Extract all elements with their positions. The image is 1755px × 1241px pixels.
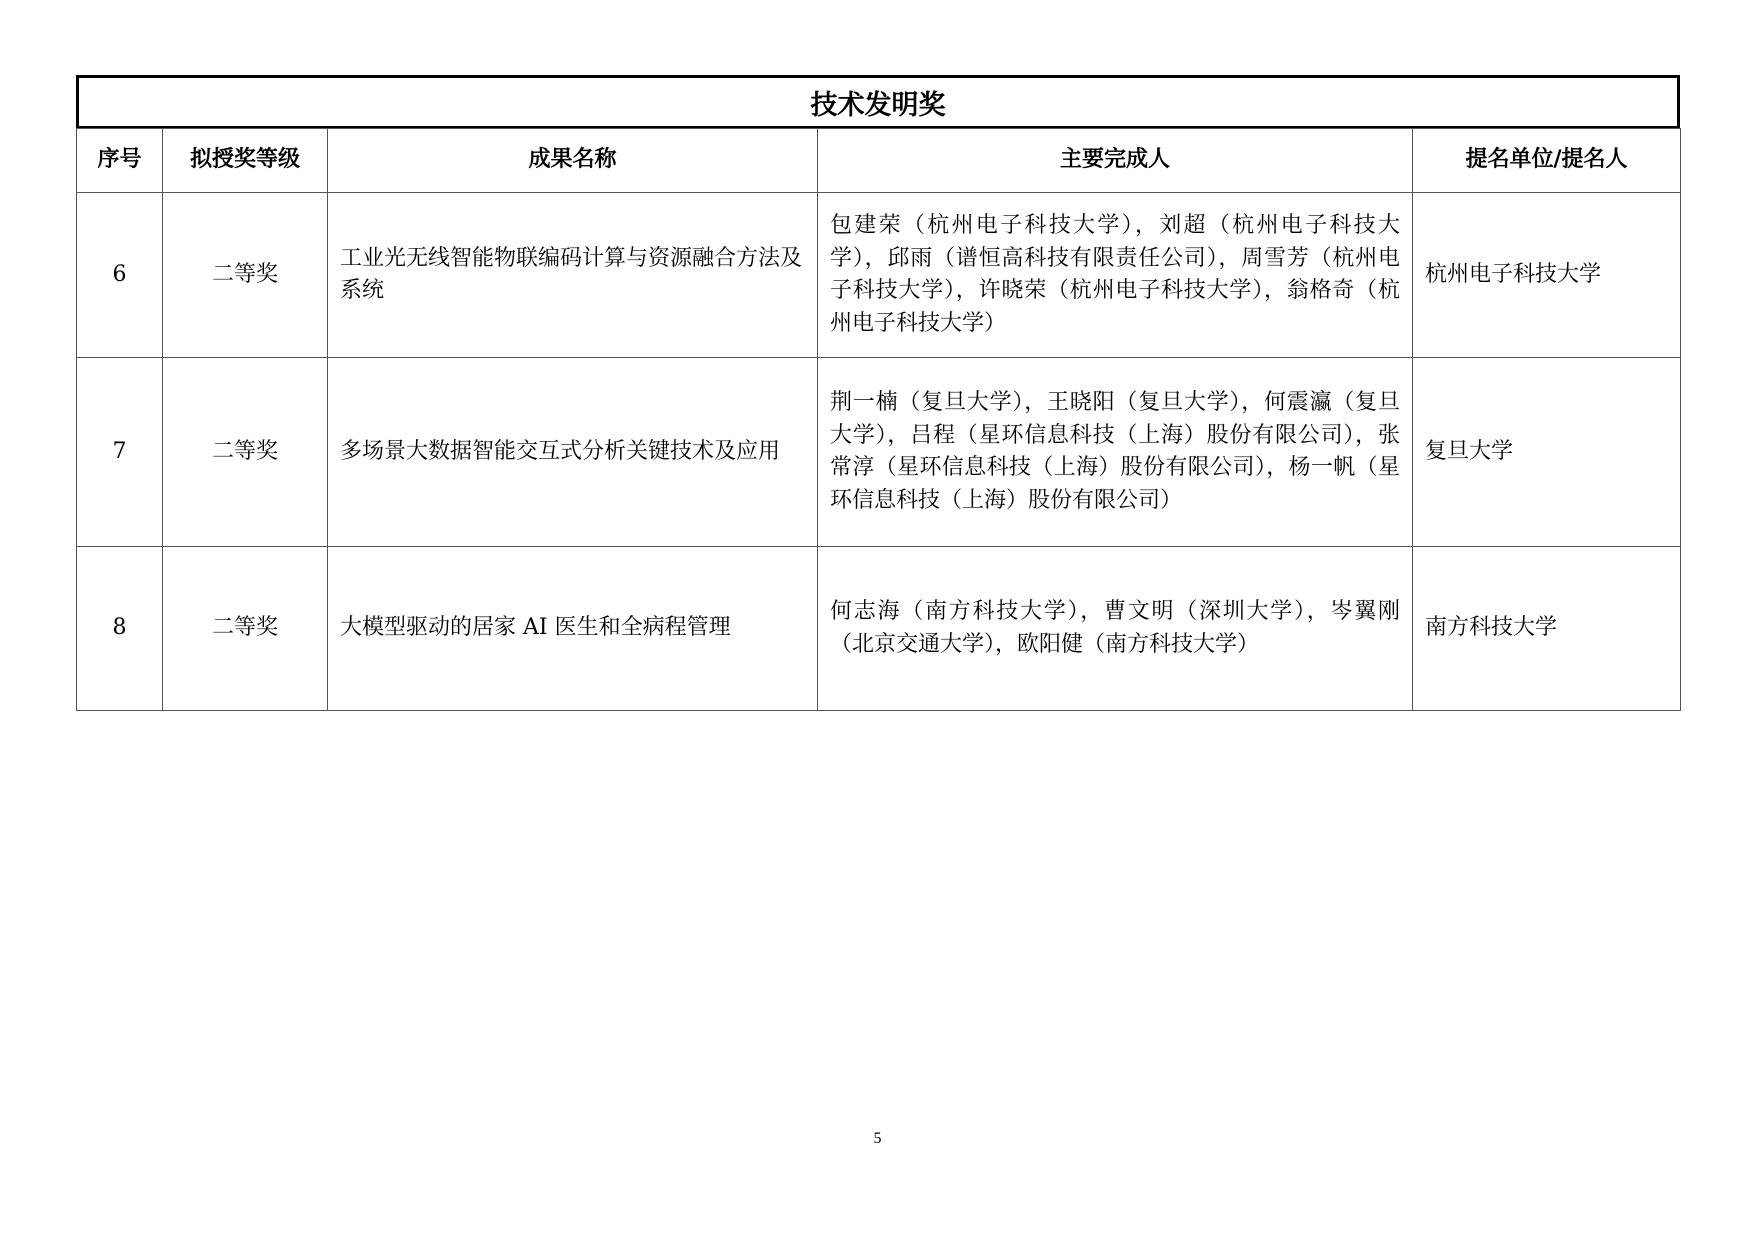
row-people: 荆一楠（复旦大学），王晓阳（复旦大学），何震瀛（复旦大学），吕程（星环信息科技（上海）股份有限公司），张常淳（星环信息科技（上海）股份有限公司），杨一帆（星环信息科技（上海）股份有限公司） xyxy=(818,358,1413,547)
awards-table xyxy=(76,128,1681,711)
row-num: 6 xyxy=(77,193,163,358)
row-people: 何志海（南方科技大学），曹文明（深圳大学），岑翼刚（北京交通大学），欧阳健（南方科技大学） xyxy=(818,547,1413,711)
row-nominator: 复旦大学 xyxy=(1413,358,1681,547)
header-num: 序号 xyxy=(77,129,163,193)
header-name: 成果名称 xyxy=(328,129,818,193)
table-title: 技术发明奖 xyxy=(76,75,1680,129)
row-name: 大模型驱动的居家 AI 医生和全病程管理 xyxy=(328,547,818,711)
row-name: 多场景大数据智能交互式分析关键技术及应用 xyxy=(328,358,818,547)
table-row xyxy=(77,547,1681,711)
table-header-row xyxy=(77,129,1681,193)
header-grade: 拟授奖等级 xyxy=(163,129,328,193)
header-nominator: 提名单位/提名人 xyxy=(1413,129,1681,193)
page-number: 5 xyxy=(873,1130,882,1147)
header-people: 主要完成人 xyxy=(818,129,1413,193)
awards-table-container xyxy=(76,75,1680,711)
row-name: 工业光无线智能物联编码计算与资源融合方法及系统 xyxy=(328,193,818,358)
row-nominator: 杭州电子科技大学 xyxy=(1413,193,1681,358)
row-grade: 二等奖 xyxy=(163,547,328,711)
table-row xyxy=(77,358,1681,547)
row-num: 7 xyxy=(77,358,163,547)
row-people: 包建荣（杭州电子科技大学），刘超（杭州电子科技大学），邱雨（谱恒高科技有限责任公司），周雪芳（杭州电子科技大学），许晓荣（杭州电子科技大学），翁格奇（杭州电子科技大学） xyxy=(818,193,1413,358)
row-nominator: 南方科技大学 xyxy=(1413,547,1681,711)
row-grade: 二等奖 xyxy=(163,193,328,358)
table-row xyxy=(77,193,1681,358)
row-grade: 二等奖 xyxy=(163,358,328,547)
row-num: 8 xyxy=(77,547,163,711)
